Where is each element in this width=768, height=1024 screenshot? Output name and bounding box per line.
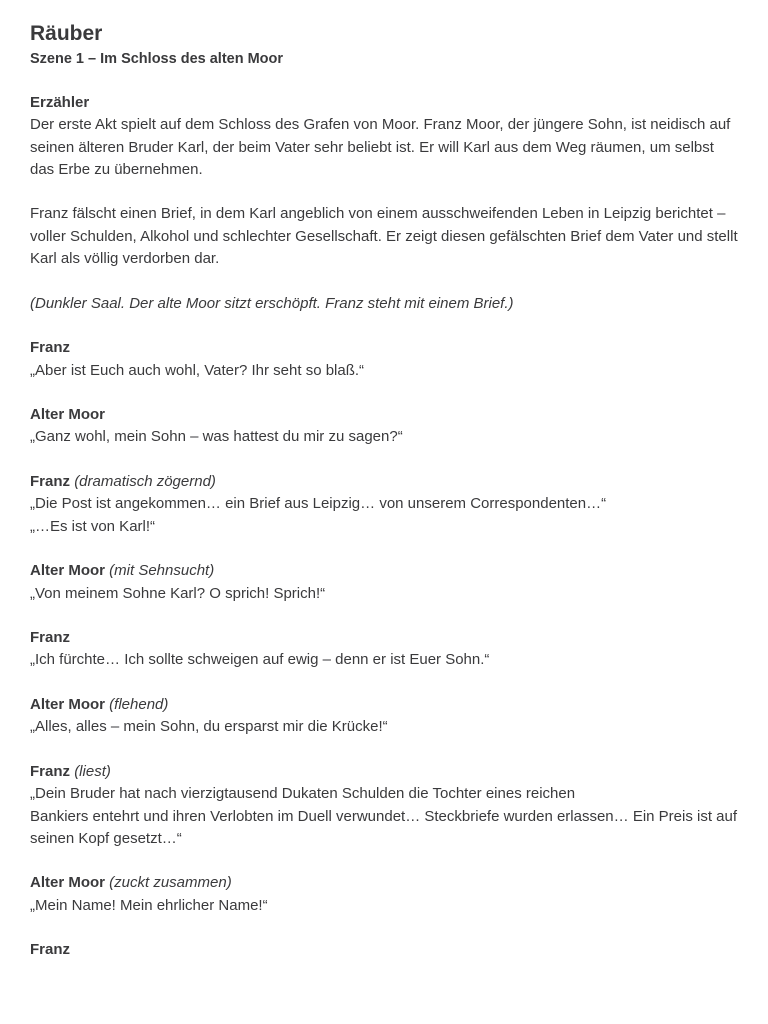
dialogue-block <box>30 337 738 382</box>
speaker-name: Alter Moor <box>30 562 105 580</box>
speaker-line <box>30 471 738 493</box>
speaker-line <box>30 872 738 894</box>
dialogue-block <box>30 761 738 850</box>
dialogue-list <box>30 337 738 961</box>
dialogue-line: „Aber ist Euch auch wohl, Vater? Ihr seht so blaß.“ <box>30 361 365 379</box>
stage-direction: (Dunkler Saal. Der alte Moor sitzt erschöpft. Franz steht mit einem Brief.) <box>30 294 514 312</box>
dialogue-block <box>30 627 738 672</box>
dialogue-line: „Ganz wohl, mein Sohn – was hattest du mir zu sagen?“ <box>30 428 403 446</box>
speaker-name: Franz <box>30 473 71 491</box>
narration-block <box>30 92 738 181</box>
narrator-name: Erzähler <box>30 94 90 111</box>
speaker-name: Franz <box>30 339 71 357</box>
speaker-name: Alter Moor <box>30 696 105 714</box>
narration-paragraph-2: Franz fälscht einen Brief, in dem Karl angeblich von einem ausschweifenden Leben in Leipzig berichtet – voller Schulden, Alkohol und schlechter Gesellschaft. Er zeigt diesen gefälschten Brief dem Vater und stellt Karl als völlig verdorben dar. <box>30 205 738 268</box>
speaker-direction: (mit Sehnsucht) <box>109 562 215 580</box>
speaker-direction: (zuckt zusammen) <box>109 874 232 892</box>
document-title: Räuber <box>30 22 103 45</box>
speaker-direction: (dramatisch zögernd) <box>74 473 216 491</box>
speaker-line <box>30 560 738 582</box>
speaker-name: Franz <box>30 629 71 647</box>
speaker-line <box>30 337 738 359</box>
dialogue-line: „Die Post ist angekommen… ein Brief aus Leipzig… von unserem Correspondenten…“ <box>30 495 607 513</box>
dialogue-block <box>30 939 738 961</box>
dialogue-line: „…Es ist von Karl!“ <box>30 517 156 535</box>
speaker-name: Alter Moor <box>30 874 105 892</box>
speaker-line <box>30 761 738 783</box>
dialogue-line: „Alles, alles – mein Sohn, du ersparst mir die Krücke!“ <box>30 718 388 736</box>
dialogue-block <box>30 404 738 449</box>
dialogue-line: Bankiers entehrt und ihren Verlobten im Duell verwundet… Steckbriefe wurden erlassen… Ein Preis ist auf seinen Kopf gesetzt…“ <box>30 807 738 847</box>
dialogue-line: „Dein Bruder hat nach vierzigtausend Dukaten Schulden die Tochter eines reichen <box>30 785 576 803</box>
speaker-name: Alter Moor <box>30 406 105 424</box>
speaker-line <box>30 694 738 716</box>
speaker-name: Franz <box>30 762 71 780</box>
dialogue-block <box>30 560 738 605</box>
speaker-line <box>30 404 738 426</box>
stage-direction-block <box>30 293 738 315</box>
narration-paragraph-block <box>30 203 738 270</box>
dialogue-block <box>30 471 738 538</box>
speaker-line <box>30 939 738 961</box>
dialogue-block <box>30 694 738 739</box>
speaker-line <box>30 627 738 649</box>
narration-paragraph-1: Der erste Akt spielt auf dem Schloss des Grafen von Moor. Franz Moor, der jüngere Sohn, ist neidisch auf seinen älteren Bruder Karl, der beim Vater sehr beliebt ist. Er will Karl aus dem Weg räumen, um selbst das Erbe zu übernehmen. <box>30 116 731 178</box>
speaker-direction: (flehend) <box>109 696 169 714</box>
dialogue-line: „Ich fürchte… Ich sollte schweigen auf ewig – denn er ist Euer Sohn.“ <box>30 651 490 669</box>
scene-subtitle: Szene 1 – Im Schloss des alten Moor <box>30 51 284 67</box>
speaker-name: Franz <box>30 941 71 959</box>
dialogue-block <box>30 872 738 917</box>
dialogue-line: „Von meinem Sohne Karl? O sprich! Sprich!“ <box>30 584 326 602</box>
speaker-direction: (liest) <box>74 762 111 780</box>
dialogue-line: „Mein Name! Mein ehrlicher Name!“ <box>30 896 268 914</box>
script-page <box>30 20 738 984</box>
